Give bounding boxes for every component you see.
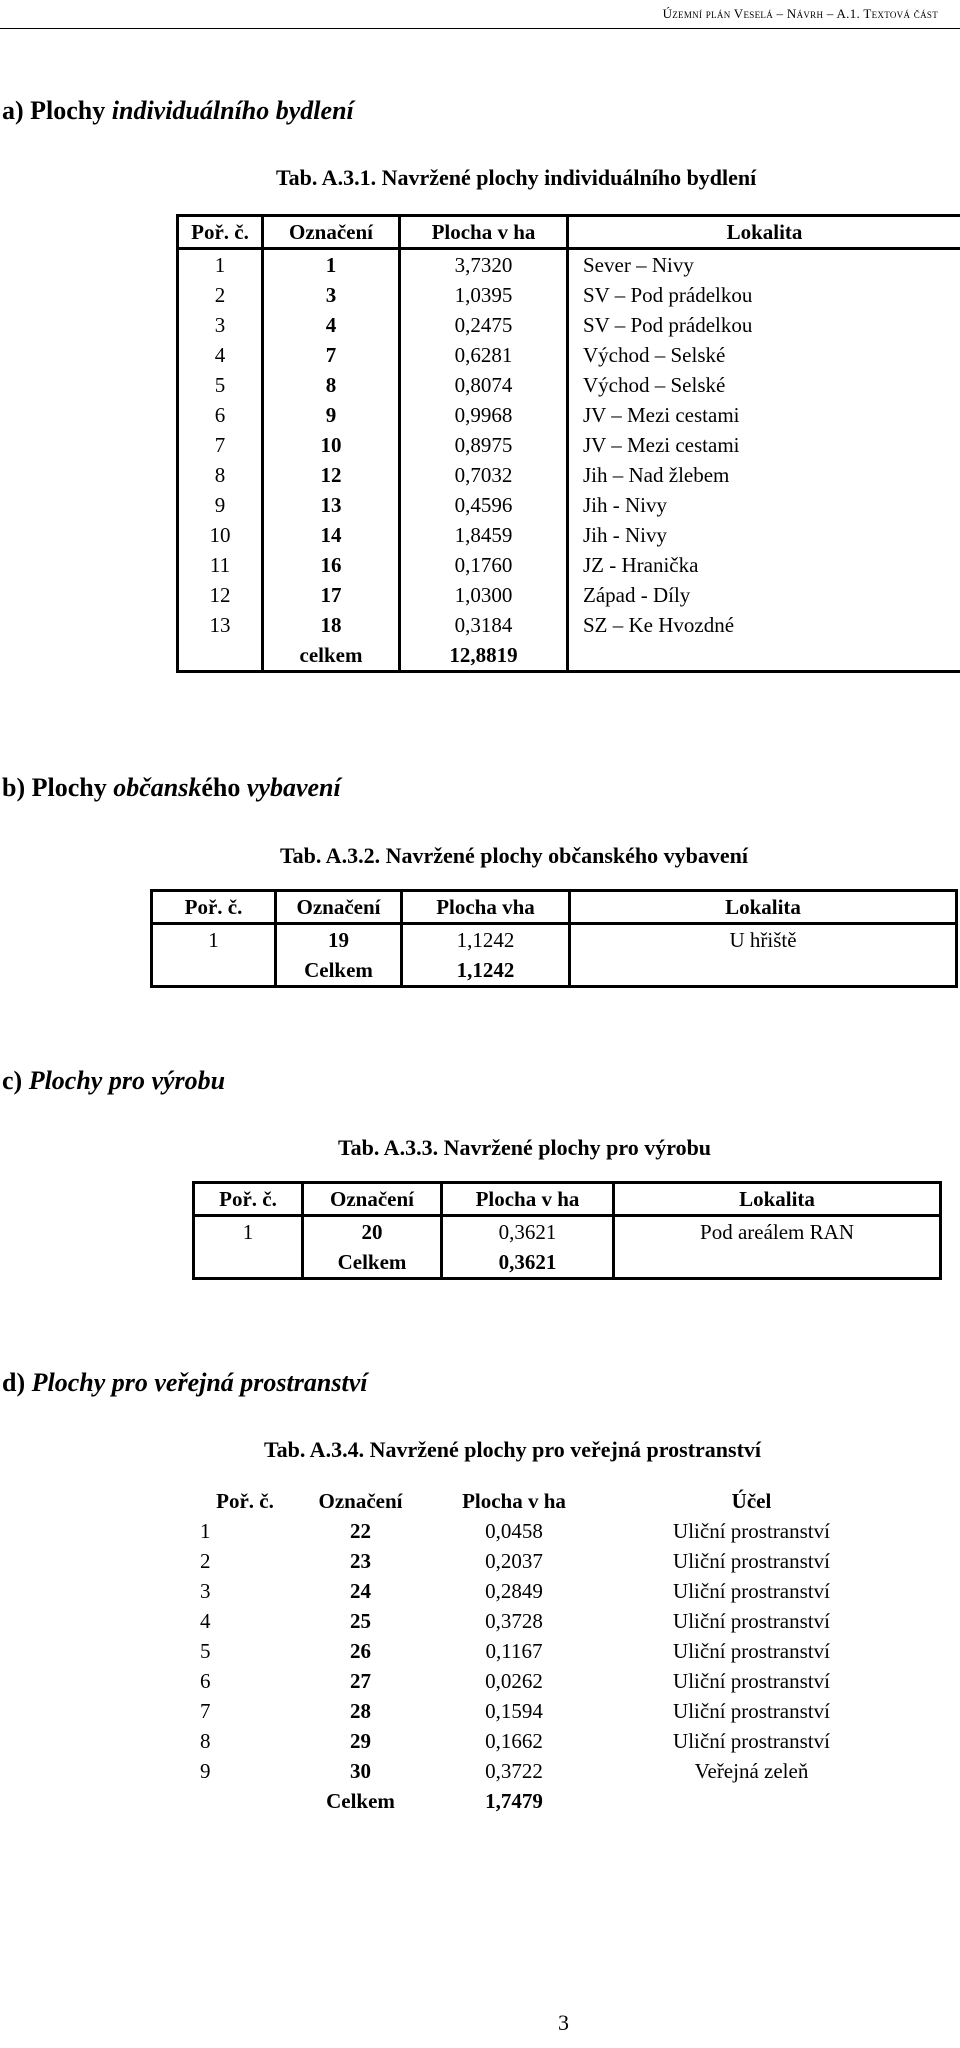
table-cell: Východ – Selské (583, 343, 726, 367)
table-cell: 29 (350, 1729, 371, 1753)
table-cell: Uliční prostranství (673, 1549, 830, 1573)
table-cell: 0,1594 (485, 1699, 543, 1723)
table-cell: 25 (350, 1609, 371, 1633)
total-label: Celkem (303, 1247, 442, 1279)
table-cell: 1,1242 (402, 924, 570, 956)
column-header: Plocha v ha (400, 216, 568, 249)
column-header: Označení (318, 1489, 403, 1513)
column-header: Lokalita (568, 216, 960, 249)
table-cell: JV – Mezi cestami (583, 433, 740, 457)
table-cell: Uliční prostranství (673, 1669, 830, 1693)
total-value: 12,8819 (400, 640, 568, 672)
table-cell: 0,8074 (400, 370, 568, 400)
table-cell: 9 (178, 490, 263, 520)
table-row (196, 1726, 902, 1756)
table-cell: 9 (200, 1759, 211, 1783)
column-header: Označení (276, 891, 402, 924)
table-cell: 4 (263, 310, 400, 340)
column-header: Plocha v ha (462, 1489, 566, 1513)
table-cell: 3 (178, 310, 263, 340)
empty-cell (568, 640, 960, 672)
column-header: Poř. č. (194, 1183, 303, 1216)
empty-cell (194, 1247, 303, 1279)
table-cell: U hřiště (729, 928, 797, 952)
heading-prefix: b) Plochy (2, 773, 114, 802)
heading-italic: individuálního bydlení (111, 96, 354, 125)
heading-prefix: d) (2, 1368, 32, 1397)
table-cell: 7 (263, 340, 400, 370)
table-cell: 1 (200, 1519, 211, 1543)
table-total-row (152, 955, 957, 987)
table-row (178, 400, 960, 430)
table-cell: Uliční prostranství (673, 1579, 830, 1603)
table-row (178, 370, 960, 400)
table-row (178, 249, 960, 281)
empty-cell (570, 955, 957, 987)
table-cell: 8 (200, 1729, 211, 1753)
table-cell: 0,6281 (400, 340, 568, 370)
table-row (178, 460, 960, 490)
table-cell: 6 (200, 1669, 211, 1693)
table-cell: Uliční prostranství (673, 1699, 830, 1723)
table-row (196, 1606, 902, 1636)
table-total-row (178, 640, 960, 672)
column-header: Lokalita (614, 1183, 941, 1216)
table-cell: Uliční prostranství (673, 1519, 830, 1543)
heading-italic-1: občansk (113, 773, 202, 802)
heading-prefix: c) (2, 1066, 29, 1095)
column-header: Účel (731, 1489, 772, 1513)
table-cell: 13 (263, 490, 400, 520)
table-row (196, 1516, 902, 1546)
empty-cell (614, 1247, 941, 1279)
table-cell: 3 (200, 1579, 211, 1603)
table-cell: 0,1662 (485, 1729, 543, 1753)
table-cell: 10 (263, 430, 400, 460)
table-cell: 24 (350, 1579, 371, 1603)
table-cell: 1 (178, 249, 263, 281)
table-row (196, 1696, 902, 1726)
table-cell: 10 (178, 520, 263, 550)
table-caption-b: Tab. A.3.2. Navržené plochy občanského vybavení (280, 843, 748, 868)
total-label: celkem (263, 640, 400, 672)
heading-mid: ho (212, 773, 247, 802)
table-row (178, 490, 960, 520)
heading-italic: Plochy pro veřejná prostranství (31, 1368, 368, 1397)
section-heading-b (2, 773, 341, 803)
column-header: Plocha v ha (442, 1183, 614, 1216)
table-cell: 4 (200, 1609, 211, 1633)
table-row (178, 610, 960, 640)
column-header: Poř. č. (216, 1489, 274, 1513)
table-cell: Západ - Díly (583, 583, 691, 607)
table-row (196, 1576, 902, 1606)
column-header: Označení (303, 1183, 442, 1216)
column-header: Plocha vha (402, 891, 570, 924)
column-header: Poř. č. (178, 216, 263, 249)
table-cell: 1,0395 (400, 280, 568, 310)
table-cell: JV – Mezi cestami (583, 403, 740, 427)
table-cell: 5 (178, 370, 263, 400)
table-header-row (194, 1183, 941, 1216)
table-cell: 28 (350, 1699, 371, 1723)
table-cell: 7 (178, 430, 263, 460)
table-cell: JZ - Hranička (583, 553, 699, 577)
table-cell: 3 (263, 280, 400, 310)
table-cell: 13 (178, 610, 263, 640)
table-row (196, 1636, 902, 1666)
table-cell: SV – Pod prádelkou (583, 283, 753, 307)
table-production-areas (192, 1181, 942, 1280)
total-label: Celkem (276, 955, 402, 987)
table-public-spaces (196, 1486, 902, 1816)
table-cell: Uliční prostranství (673, 1609, 830, 1633)
table-cell: 20 (303, 1216, 442, 1248)
table-cell: 19 (276, 924, 402, 956)
table-row (196, 1546, 902, 1576)
table-cell: 11 (178, 550, 263, 580)
total-value: 0,3621 (442, 1247, 614, 1279)
table-cell: SV – Pod prádelkou (583, 313, 753, 337)
column-header: Lokalita (570, 891, 957, 924)
table-caption-c: Tab. A.3.3. Navržené plochy pro výrobu (338, 1135, 712, 1160)
table-cell: 12 (263, 460, 400, 490)
table-cell: 0,3184 (400, 610, 568, 640)
table-cell: 2 (178, 280, 263, 310)
table-cell: 0,7032 (400, 460, 568, 490)
table-cell: 0,2849 (485, 1579, 543, 1603)
table-cell: Východ – Selské (583, 373, 726, 397)
column-header: Označení (263, 216, 400, 249)
heading-italic-2: vybavení (246, 773, 341, 802)
page-number: 3 (558, 2010, 569, 2035)
table-cell: 0,0262 (485, 1669, 543, 1693)
table-cell: 0,9968 (400, 400, 568, 430)
table-cell: 0,3722 (485, 1759, 543, 1783)
table-row (196, 1756, 902, 1786)
heading-prefix: a) Plochy (2, 96, 112, 125)
table-cell: 17 (263, 580, 400, 610)
table-cell: 8 (178, 460, 263, 490)
table-row (178, 310, 960, 340)
table-civic-amenities (150, 889, 958, 988)
table-row (152, 924, 957, 956)
header-rule (0, 28, 960, 29)
table-caption-a: Tab. A.3.1. Navržené plochy individuálního bydlení (276, 165, 757, 190)
table-cell: 0,3728 (485, 1609, 543, 1633)
table-header-row (178, 216, 960, 249)
table-cell: 16 (263, 550, 400, 580)
table-cell: 0,2475 (400, 310, 568, 340)
table-cell: 1 (194, 1216, 303, 1248)
table-individual-housing (176, 214, 960, 673)
table-cell: 23 (350, 1549, 371, 1573)
table-cell: 0,1167 (485, 1639, 543, 1663)
table-total-row (194, 1247, 941, 1279)
section-heading-c (2, 1066, 225, 1096)
table-row (178, 580, 960, 610)
total-value: 1,7479 (485, 1789, 543, 1813)
table-cell: 22 (350, 1519, 371, 1543)
table-cell: 2 (200, 1549, 211, 1573)
table-cell: Jih – Nad žlebem (583, 463, 730, 487)
table-cell: 1,8459 (400, 520, 568, 550)
table-cell: 27 (350, 1669, 371, 1693)
table-cell: 1 (263, 249, 400, 281)
table-cell: Jih - Nivy (583, 523, 667, 547)
table-cell: Uliční prostranství (673, 1639, 830, 1663)
heading-italic: Plochy pro výrobu (28, 1066, 226, 1095)
table-cell: 1 (152, 924, 276, 956)
running-header: Územní plán Veselá – Návrh – A.1. Textová část (662, 6, 938, 21)
table-row (194, 1216, 941, 1248)
table-cell: 26 (350, 1639, 371, 1663)
table-cell: Pod areálem RAN (700, 1220, 854, 1244)
table-row (196, 1666, 902, 1696)
table-row (178, 340, 960, 370)
table-cell: SZ – Ke Hvozdné (583, 613, 735, 637)
table-row (178, 280, 960, 310)
table-row (178, 550, 960, 580)
total-label: Celkem (326, 1789, 395, 1813)
table-cell: 5 (200, 1639, 211, 1663)
empty-cell (601, 1786, 902, 1816)
table-cell: 0,4596 (400, 490, 568, 520)
table-cell: Sever – Nivy (583, 253, 694, 277)
table-cell: 12 (178, 580, 263, 610)
table-cell: 0,8975 (400, 430, 568, 460)
table-cell: 0,2037 (485, 1549, 543, 1573)
heading-upright: é (201, 773, 213, 802)
table-cell: 18 (263, 610, 400, 640)
empty-cell (178, 640, 263, 672)
section-heading-a (2, 96, 354, 126)
table-cell: 1,0300 (400, 580, 568, 610)
table-cell: 7 (200, 1699, 211, 1723)
table-cell: 14 (263, 520, 400, 550)
table-cell: 0,0458 (485, 1519, 543, 1543)
table-cell: 3,7320 (400, 249, 568, 281)
table-cell: Uliční prostranství (673, 1729, 830, 1753)
table-cell: 9 (263, 400, 400, 430)
table-cell: Jih - Nivy (583, 493, 667, 517)
table-header-row (152, 891, 957, 924)
table-caption-d: Tab. A.3.4. Navržené plochy pro veřejná prostranství (264, 1437, 762, 1462)
total-value: 1,1242 (402, 955, 570, 987)
table-row (178, 430, 960, 460)
table-cell: Veřejná zeleň (694, 1759, 809, 1783)
table-row (178, 520, 960, 550)
table-total-row (196, 1786, 902, 1816)
table-cell: 0,1760 (400, 550, 568, 580)
section-heading-d (2, 1368, 367, 1398)
empty-cell (152, 955, 276, 987)
table-cell: 8 (263, 370, 400, 400)
table-cell: 4 (178, 340, 263, 370)
table-cell: 6 (178, 400, 263, 430)
empty-cell (196, 1786, 294, 1816)
table-cell: 30 (350, 1759, 371, 1783)
table-header-row (196, 1486, 902, 1516)
table-cell: 0,3621 (442, 1216, 614, 1248)
column-header: Poř. č. (152, 891, 276, 924)
